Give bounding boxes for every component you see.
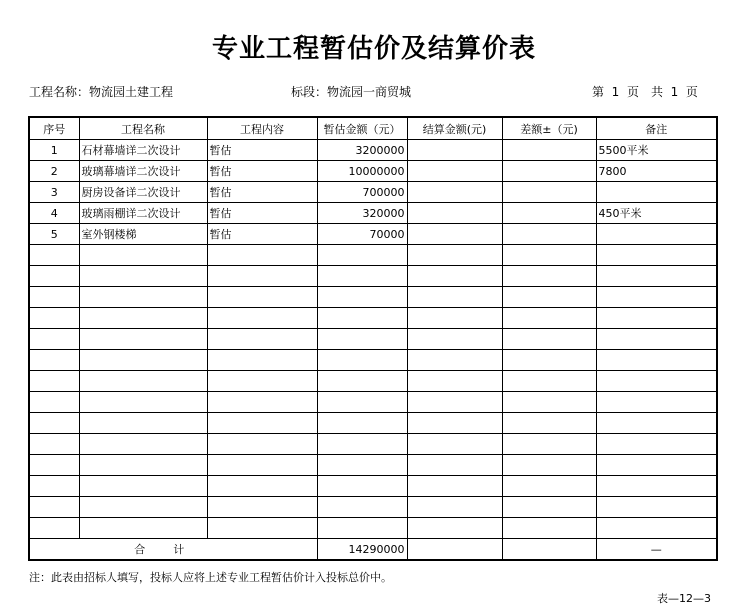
table-row bbox=[29, 161, 717, 182]
empty-cell bbox=[596, 245, 717, 266]
empty-cell bbox=[79, 518, 207, 539]
cell-estimate: 3200000 bbox=[317, 140, 407, 161]
cell-settle bbox=[407, 182, 502, 203]
empty-cell bbox=[29, 371, 79, 392]
total-settle bbox=[407, 539, 502, 561]
page-total: 1 bbox=[670, 85, 679, 99]
page-title: 专业工程暂估价及结算价表 bbox=[211, 34, 536, 64]
empty-cell bbox=[502, 350, 596, 371]
cell-diff bbox=[502, 161, 596, 182]
cell-note bbox=[596, 182, 717, 203]
empty-cell bbox=[29, 497, 79, 518]
cell-index: 5 bbox=[29, 224, 79, 245]
empty-cell bbox=[596, 476, 717, 497]
table-row-empty bbox=[29, 455, 717, 476]
empty-cell bbox=[502, 371, 596, 392]
header-diff: 差额±（元) bbox=[502, 117, 596, 140]
empty-cell bbox=[79, 329, 207, 350]
empty-cell bbox=[79, 476, 207, 497]
empty-cell bbox=[207, 266, 317, 287]
cell-content: 暂估 bbox=[207, 182, 317, 203]
cell-content: 暂估 bbox=[207, 203, 317, 224]
table-row bbox=[29, 182, 717, 203]
empty-cell bbox=[317, 392, 407, 413]
table-row-empty bbox=[29, 413, 717, 434]
cell-name: 厨房设备详二次设计 bbox=[79, 182, 207, 203]
empty-cell bbox=[407, 518, 502, 539]
empty-cell bbox=[79, 497, 207, 518]
section-info bbox=[291, 83, 411, 100]
table-row-empty bbox=[29, 329, 717, 350]
empty-cell bbox=[29, 350, 79, 371]
empty-cell bbox=[317, 434, 407, 455]
header-note: 备注 bbox=[596, 117, 717, 140]
cell-estimate: 700000 bbox=[317, 182, 407, 203]
cell-index: 1 bbox=[29, 140, 79, 161]
cell-diff bbox=[502, 203, 596, 224]
section-label: 标段： bbox=[291, 85, 328, 99]
empty-cell bbox=[207, 245, 317, 266]
empty-cell bbox=[317, 476, 407, 497]
empty-cell bbox=[502, 434, 596, 455]
empty-cell bbox=[317, 371, 407, 392]
empty-cell bbox=[29, 245, 79, 266]
empty-cell bbox=[407, 455, 502, 476]
empty-cell bbox=[29, 287, 79, 308]
empty-cell bbox=[207, 413, 317, 434]
cell-diff bbox=[502, 140, 596, 161]
cell-settle bbox=[407, 161, 502, 182]
empty-cell bbox=[29, 455, 79, 476]
empty-cell bbox=[502, 329, 596, 350]
empty-cell bbox=[596, 266, 717, 287]
project-name bbox=[29, 83, 173, 100]
empty-cell bbox=[502, 518, 596, 539]
header-content: 工程内容 bbox=[207, 117, 317, 140]
header-index: 序号 bbox=[29, 117, 79, 140]
total-estimate: 14290000 bbox=[317, 539, 407, 561]
empty-cell bbox=[207, 308, 317, 329]
header-estimate: 暂估金额（元） bbox=[317, 117, 407, 140]
empty-cell bbox=[317, 455, 407, 476]
empty-cell bbox=[502, 392, 596, 413]
empty-cell bbox=[407, 476, 502, 497]
page-mid: 页 共 bbox=[626, 85, 663, 99]
empty-cell bbox=[407, 371, 502, 392]
total-note: — bbox=[596, 539, 717, 561]
cell-name: 室外钢楼梯 bbox=[79, 224, 207, 245]
cell-estimate: 70000 bbox=[317, 224, 407, 245]
empty-cell bbox=[317, 413, 407, 434]
table-header-row bbox=[29, 117, 717, 140]
empty-cell bbox=[207, 476, 317, 497]
cell-diff bbox=[502, 182, 596, 203]
empty-cell bbox=[317, 497, 407, 518]
empty-cell bbox=[29, 434, 79, 455]
project-name-label: 工程名称： bbox=[29, 85, 90, 99]
empty-cell bbox=[317, 266, 407, 287]
empty-cell bbox=[407, 308, 502, 329]
cell-name: 玻璃幕墙详二次设计 bbox=[79, 161, 207, 182]
project-name-value: 物流园土建工程 bbox=[89, 85, 174, 99]
empty-cell bbox=[502, 476, 596, 497]
empty-cell bbox=[407, 434, 502, 455]
header-name: 工程名称 bbox=[79, 117, 207, 140]
empty-cell bbox=[407, 245, 502, 266]
table-row-empty bbox=[29, 497, 717, 518]
empty-cell bbox=[317, 518, 407, 539]
empty-cell bbox=[502, 266, 596, 287]
empty-cell bbox=[317, 245, 407, 266]
table-row-empty bbox=[29, 245, 717, 266]
table-row-empty bbox=[29, 308, 717, 329]
empty-cell bbox=[596, 308, 717, 329]
empty-cell bbox=[596, 413, 717, 434]
empty-cell bbox=[407, 329, 502, 350]
empty-cell bbox=[79, 308, 207, 329]
cell-estimate: 10000000 bbox=[317, 161, 407, 182]
table-row bbox=[29, 224, 717, 245]
cell-note bbox=[596, 224, 717, 245]
empty-cell bbox=[502, 245, 596, 266]
empty-cell bbox=[596, 350, 717, 371]
form-id: 表—12—3 bbox=[657, 592, 711, 605]
empty-cell bbox=[207, 455, 317, 476]
cell-name: 玻璃雨棚详二次设计 bbox=[79, 203, 207, 224]
empty-cell bbox=[79, 266, 207, 287]
empty-cell bbox=[317, 287, 407, 308]
empty-cell bbox=[596, 434, 717, 455]
table-row-empty bbox=[29, 476, 717, 497]
empty-cell bbox=[502, 308, 596, 329]
empty-cell bbox=[207, 371, 317, 392]
empty-cell bbox=[207, 497, 317, 518]
cell-estimate: 320000 bbox=[317, 203, 407, 224]
table-row-empty bbox=[29, 371, 717, 392]
cell-note: 7800 bbox=[596, 161, 717, 182]
empty-cell bbox=[596, 518, 717, 539]
empty-cell bbox=[502, 287, 596, 308]
empty-cell bbox=[79, 371, 207, 392]
total-row bbox=[29, 539, 717, 561]
table-row-empty bbox=[29, 287, 717, 308]
footer-note: 注：此表由招标人填写，投标人应将上述专业工程暂估价计入投标总价中。 bbox=[29, 571, 392, 584]
table-row-empty bbox=[29, 518, 717, 539]
table-row-empty bbox=[29, 434, 717, 455]
cell-index: 4 bbox=[29, 203, 79, 224]
empty-cell bbox=[407, 350, 502, 371]
empty-cell bbox=[407, 266, 502, 287]
cell-settle bbox=[407, 224, 502, 245]
empty-cell bbox=[596, 287, 717, 308]
total-label: 合计 bbox=[29, 539, 317, 561]
empty-cell bbox=[596, 497, 717, 518]
cell-note: 450平米 bbox=[596, 203, 717, 224]
empty-cell bbox=[79, 455, 207, 476]
empty-cell bbox=[207, 434, 317, 455]
empty-cell bbox=[79, 245, 207, 266]
empty-cell bbox=[29, 392, 79, 413]
table-row bbox=[29, 203, 717, 224]
empty-cell bbox=[596, 392, 717, 413]
empty-cell bbox=[207, 518, 317, 539]
total-diff bbox=[502, 539, 596, 561]
section-value: 物流园一商贸城 bbox=[327, 85, 412, 99]
cell-note: 5500平米 bbox=[596, 140, 717, 161]
cell-content: 暂估 bbox=[207, 224, 317, 245]
empty-cell bbox=[407, 497, 502, 518]
empty-cell bbox=[207, 350, 317, 371]
empty-cell bbox=[79, 350, 207, 371]
table-row-empty bbox=[29, 350, 717, 371]
empty-cell bbox=[596, 455, 717, 476]
empty-cell bbox=[207, 287, 317, 308]
empty-cell bbox=[29, 329, 79, 350]
empty-cell bbox=[502, 413, 596, 434]
empty-cell bbox=[79, 287, 207, 308]
cell-name: 石材幕墙详二次设计 bbox=[79, 140, 207, 161]
empty-cell bbox=[29, 413, 79, 434]
estimate-table bbox=[28, 116, 718, 561]
empty-cell bbox=[79, 413, 207, 434]
cell-index: 3 bbox=[29, 182, 79, 203]
empty-cell bbox=[29, 308, 79, 329]
empty-cell bbox=[207, 329, 317, 350]
empty-cell bbox=[502, 455, 596, 476]
empty-cell bbox=[29, 518, 79, 539]
page-current: 1 bbox=[611, 85, 620, 99]
page-indicator bbox=[592, 83, 698, 100]
page-prefix: 第 bbox=[592, 85, 605, 99]
table-row-empty bbox=[29, 266, 717, 287]
empty-cell bbox=[502, 497, 596, 518]
empty-cell bbox=[407, 413, 502, 434]
empty-cell bbox=[79, 434, 207, 455]
empty-cell bbox=[407, 392, 502, 413]
cell-index: 2 bbox=[29, 161, 79, 182]
empty-cell bbox=[596, 371, 717, 392]
empty-cell bbox=[407, 287, 502, 308]
table-row bbox=[29, 140, 717, 161]
cell-settle bbox=[407, 140, 502, 161]
empty-cell bbox=[29, 266, 79, 287]
cell-diff bbox=[502, 224, 596, 245]
empty-cell bbox=[29, 476, 79, 497]
empty-cell bbox=[317, 350, 407, 371]
empty-cell bbox=[207, 392, 317, 413]
empty-cell bbox=[596, 329, 717, 350]
cell-content: 暂估 bbox=[207, 140, 317, 161]
cell-settle bbox=[407, 203, 502, 224]
empty-cell bbox=[79, 392, 207, 413]
cell-content: 暂估 bbox=[207, 161, 317, 182]
empty-cell bbox=[317, 308, 407, 329]
empty-cell bbox=[317, 329, 407, 350]
table-row-empty bbox=[29, 392, 717, 413]
header-settle: 结算金额(元) bbox=[407, 117, 502, 140]
page-suffix: 页 bbox=[685, 85, 698, 99]
